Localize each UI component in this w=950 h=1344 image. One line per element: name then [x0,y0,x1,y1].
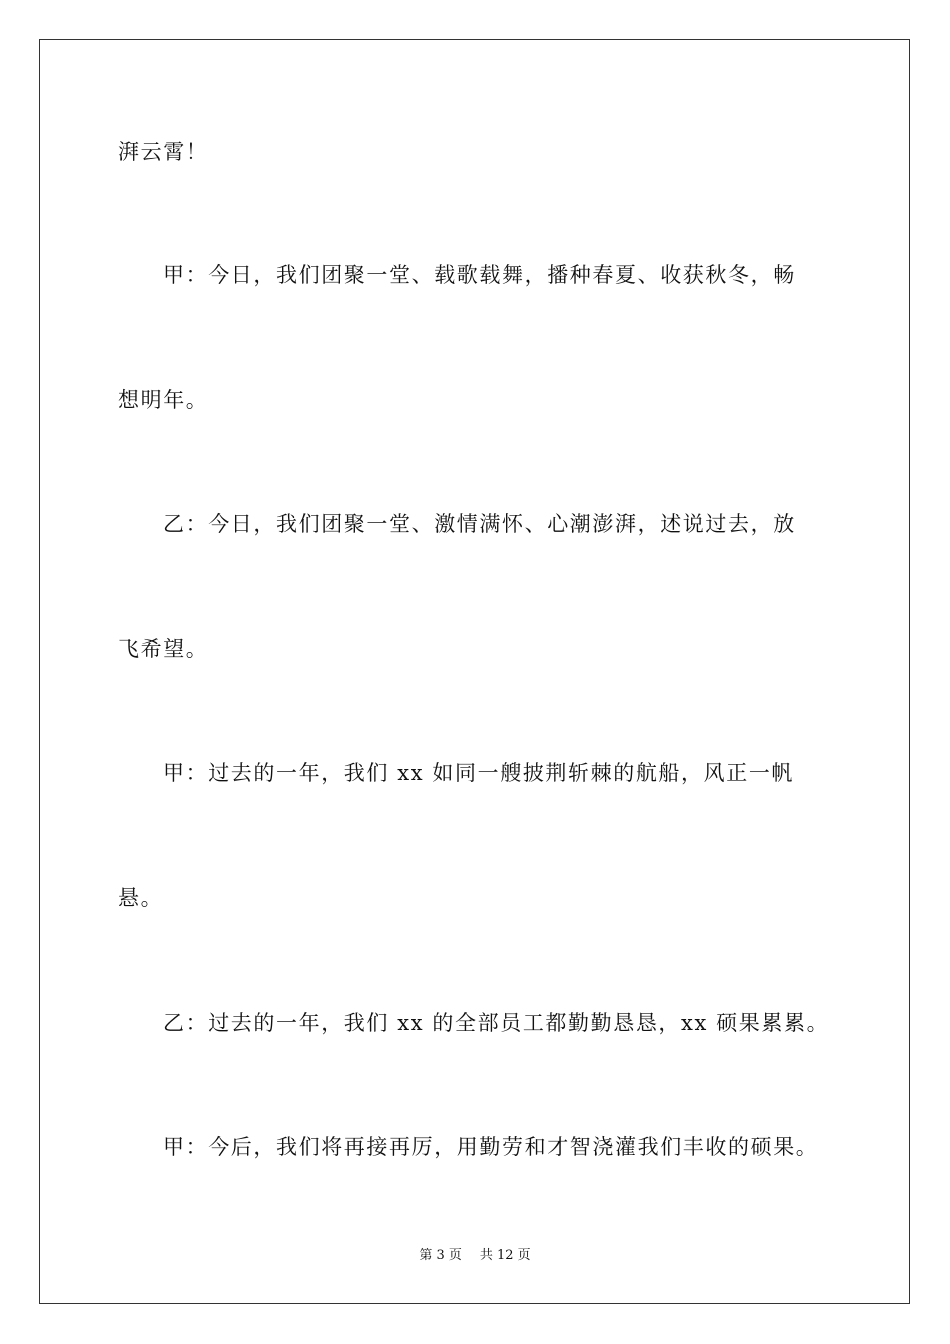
text-line-9: 甲：今后，我们将再接再厉，用勤劳和才智浇灌我们丰收的硕果。 [163,1135,819,1159]
text-line-1: 湃云霄！ [118,140,209,164]
text-line-2: 甲：今日，我们团聚一堂、载歌载舞，播种春夏、收获秋冬，畅 [163,263,796,287]
text-line-3: 想明年。 [118,388,209,412]
page-number-current: 第 3 页 [419,1248,462,1263]
page-border [39,39,910,1304]
page-footer [0,1246,950,1266]
text-line-7: 悬。 [118,886,164,910]
text-line-5: 飞希望。 [118,637,209,661]
text-line-4: 乙：今日，我们团聚一堂、激情满怀、心潮澎湃，述说过去，放 [163,512,796,536]
text-line-8: 乙：过去的一年，我们 xx 的全部员工都勤勤恳恳，xx 硕果累累。 [163,1011,830,1035]
page-number-total: 共 12 页 [479,1248,531,1263]
text-line-6: 甲：过去的一年，我们 xx 如同一艘披荆斩棘的航船，风正一帆 [163,761,795,785]
